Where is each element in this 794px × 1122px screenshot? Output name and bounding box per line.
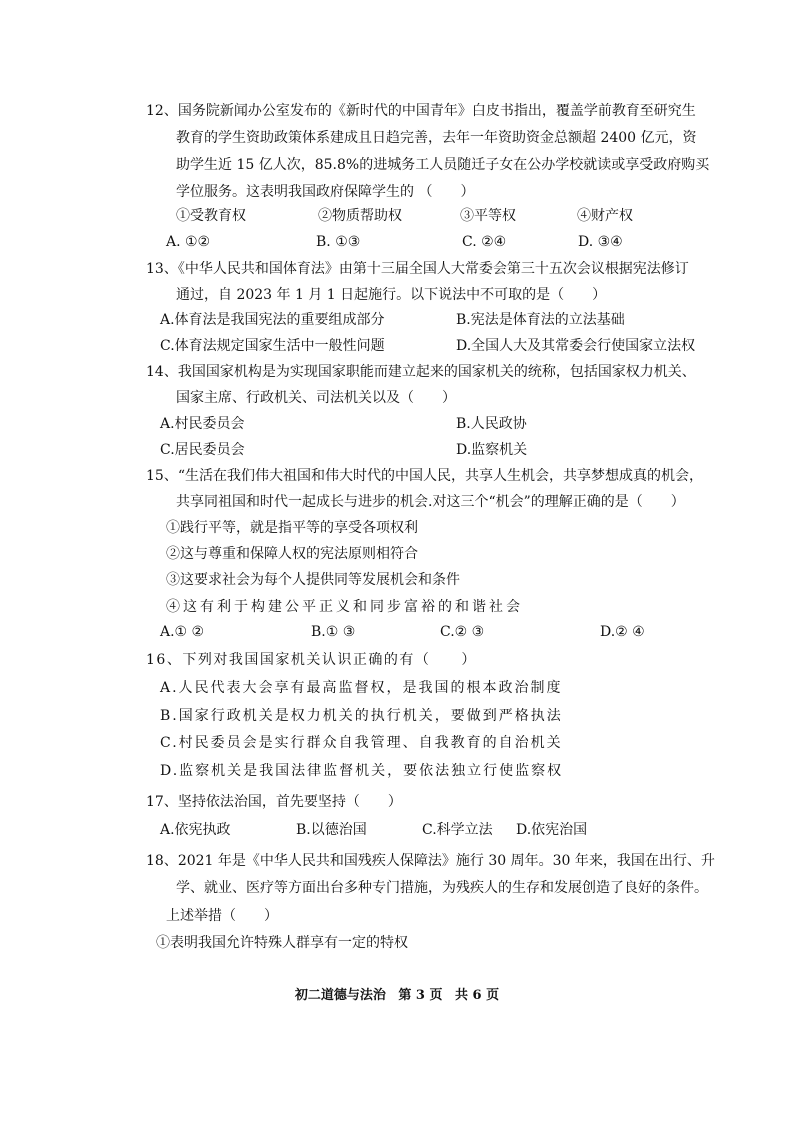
question-17-stem: 17、坚持依法治国，首先要坚持（ ） bbox=[146, 794, 402, 810]
question-15-statement-1: ①践行平等，就是指平等的享受各项权利 bbox=[166, 520, 418, 536]
question-15-statement-4: ④这有利于构建公平正义和同步富裕的和谐社会 bbox=[166, 599, 523, 615]
option: A.依宪执政 bbox=[160, 822, 231, 838]
question-12-stem-line-4: 学位服务。这表明我国政府保障学生的 （ ） bbox=[176, 184, 475, 200]
question-18-stem-line-3: 上述举措（ ） bbox=[166, 908, 278, 924]
question-12-stem-line-3: 助学生近 15 亿人次，85.8%的进城务工人员随迁子女在公办学校就读或享受政府购买 bbox=[176, 157, 710, 173]
question-14-options-row-1 bbox=[0, 414, 794, 434]
footer-subject: 初二道德与法治 bbox=[294, 988, 386, 1003]
option: A.体育法是我国宪法的重要组成部分 bbox=[160, 312, 385, 328]
question-13-stem-line-1: 13、《中华人民共和国体育法》由第十三届全国人大常委会第三十五次会议根据宪法修订 bbox=[146, 261, 689, 277]
question-16-option-c: C.村民委员会是实行群众自我管理、自我教育的自治机关 bbox=[160, 735, 563, 751]
option: B.以德治国 bbox=[296, 822, 367, 838]
question-14-options-row-2 bbox=[0, 440, 794, 460]
question-12-options bbox=[0, 232, 794, 252]
question-16-stem: 16、下列对我国国家机关认识正确的有（ ） bbox=[146, 652, 477, 668]
question-15-statement-2: ②这与尊重和保障人权的宪法原则相符合 bbox=[166, 546, 418, 562]
option: C.科学立法 bbox=[422, 822, 493, 838]
statement: ③平等权 bbox=[460, 208, 516, 224]
footer-total-pages: 共 6 页 bbox=[455, 988, 500, 1003]
question-18-stem-line-1: 18、2021 年是《中华人民共和国残疾人保障法》施行 30 周年。30 年来，我国在出行、升 bbox=[146, 853, 715, 869]
option: D.依宪治国 bbox=[516, 822, 588, 838]
question-13-options-row-1 bbox=[0, 310, 794, 330]
option: C.② ③ bbox=[440, 624, 485, 640]
question-18-stem-line-2: 学、就业、医疗等方面出台多种专门措施，为残疾人的生存和发展创造了良好的条件。 bbox=[176, 880, 708, 896]
statement: ②物质帮助权 bbox=[318, 208, 402, 224]
question-15-statement-3: ③这要求社会为每个人提供同等发展机会和条件 bbox=[166, 572, 460, 588]
option: D.② ④ bbox=[600, 624, 645, 640]
option: D.监察机关 bbox=[456, 442, 528, 458]
footer-page-number: 第 3 页 bbox=[398, 988, 443, 1003]
question-15-stem-line-1: 15、“生活在我们伟大祖国和伟大时代的中国人民，共享人生机会，共享梦想成真的机会， bbox=[146, 468, 703, 484]
question-16-option-d: D.监察机关是我国法律监督机关，要依法独立行使监察权 bbox=[160, 763, 564, 779]
question-14-stem-line-2: 国家主席、行政机关、司法机关以及（ ） bbox=[176, 390, 456, 406]
option: A.① ② bbox=[160, 624, 205, 640]
option: A. ①② bbox=[166, 234, 211, 250]
option: B.① ③ bbox=[311, 624, 356, 640]
option: D. ③④ bbox=[578, 234, 623, 250]
option: B.人民政协 bbox=[456, 416, 527, 432]
question-16-option-a: A.人民代表大会享有最高监督权，是我国的根本政治制度 bbox=[160, 680, 563, 696]
option: D.全国人大及其常委会行使国家立法权 bbox=[456, 338, 696, 354]
question-14-stem-line-1: 14、我国国家机构是为实现国家职能而建立起来的国家机关的统称，包括国家权力机关、 bbox=[146, 364, 696, 380]
option: B. ①③ bbox=[316, 234, 361, 250]
question-12-stem-line-2: 教育的学生资助政策体系建成且日趋完善，去年一年资助资金总额超 2400 亿元，资 bbox=[176, 130, 697, 146]
question-15-stem-line-2: 共享同祖国和时代一起成长与进步的机会.对这三个“机会”的理解正确的是（ ） bbox=[176, 494, 685, 510]
option: C.居民委员会 bbox=[160, 442, 245, 458]
question-15-options bbox=[0, 622, 794, 642]
option: A.村民委员会 bbox=[160, 416, 245, 432]
statement: ①受教育权 bbox=[176, 208, 246, 224]
question-16-option-b: B.国家行政机关是权力机关的执行机关，要做到严格执法 bbox=[160, 708, 563, 724]
statement: ④财产权 bbox=[577, 208, 633, 224]
page-footer bbox=[0, 984, 794, 1003]
question-13-stem-line-2: 通过，自 2023 年 1 月 1 日起施行。以下说法中不可取的是（ ） bbox=[176, 287, 607, 303]
question-12-statements bbox=[0, 206, 794, 226]
question-17-options bbox=[0, 820, 794, 840]
option: C. ②④ bbox=[462, 234, 507, 250]
question-18-statement-1: ①表明我国允许特殊人群享有一定的特权 bbox=[156, 935, 408, 951]
question-13-options-row-2 bbox=[0, 336, 794, 356]
option: C.体育法规定国家生活中一般性问题 bbox=[160, 338, 385, 354]
option: B.宪法是体育法的立法基础 bbox=[456, 312, 625, 328]
question-12-stem-line-1: 12、国务院新闻办公室发布的《新时代的中国青年》白皮书指出，覆盖学前教育至研究生 bbox=[146, 103, 696, 119]
